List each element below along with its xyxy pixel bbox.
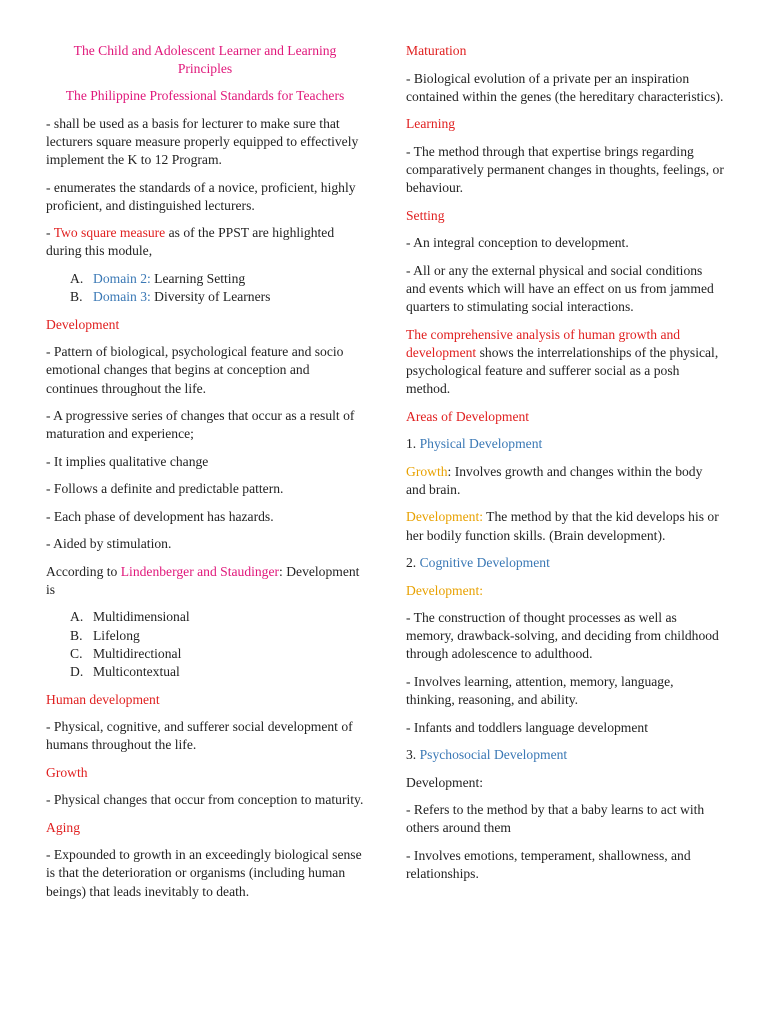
- cognitive-development-label: Development:: [406, 582, 484, 598]
- paragraph-text: Development is: [46, 563, 360, 597]
- psychosocial-development-label: Development:: [406, 774, 484, 790]
- domain-label: Domain 2:: [93, 270, 151, 286]
- list-marker: C.: [70, 645, 83, 661]
- document-title: The Child and Adolescent Learner and Learning Principles: [73, 43, 337, 77]
- list-marker: D.: [70, 664, 84, 680]
- development-label: Development:: [406, 509, 484, 525]
- domain-text: Diversity of Learners: [150, 289, 271, 305]
- development-list: [46, 608, 364, 681]
- human-development-paragraph: - Physical, cognitive, and sufferer social development of humans throughout the life.: [46, 719, 353, 753]
- heading-areas: Areas of Development: [406, 408, 530, 424]
- area-number: 2.: [406, 555, 420, 571]
- domain-text: Learning Setting: [150, 270, 246, 286]
- comprehensive-paragraph: [406, 326, 724, 399]
- growth-paragraph: - Physical changes that occur from conception to maturity.: [46, 792, 364, 808]
- heading-setting: Setting: [406, 207, 445, 223]
- list-item: [46, 270, 364, 288]
- list-marker: B.: [70, 627, 83, 643]
- setting-paragraph-2: - All or any the external physical and social conditions and events which will have an effect on us from jammed quarters to stimulating social interactions.: [406, 262, 714, 315]
- psychosocial-paragraph-2: - Involves emotions, temperament, shallowness, and relationships.: [406, 847, 691, 882]
- paragraph-text: : Involves growth and changes within the body and brain.: [406, 463, 703, 497]
- author-names: Lindenberger and Staudinger: [120, 563, 280, 579]
- cognitive-paragraph-2: - Involves learning, attention, memory, language, thinking, reasoning, and ability.: [406, 673, 674, 708]
- colon-text: :: [279, 563, 283, 579]
- list-text: Lifelong: [93, 627, 140, 643]
- paragraph-text: shows the interrelationships of the physical, psychological feature and sufferer social as a posh method.: [406, 344, 719, 397]
- heading-human-development: Human development: [46, 691, 160, 707]
- paragraph-text: The method by that the kid develops his or her bodily function skills. (Brain development).: [406, 509, 719, 543]
- growth-label: Growth: [406, 463, 448, 479]
- paragraph-text: According to: [46, 563, 121, 579]
- development-paragraph-6: - Aided by stimulation.: [46, 536, 172, 552]
- area-label: Psychosocial Development: [419, 747, 568, 763]
- list-item: [46, 627, 364, 645]
- list-text: Multidirectional: [93, 645, 182, 661]
- physical-development-paragraph: [406, 508, 724, 544]
- area-psychosocial-heading: [406, 746, 724, 764]
- list-item: [46, 608, 364, 626]
- heading-learning: Learning: [406, 116, 456, 132]
- area-number: 3.: [406, 747, 420, 763]
- maturation-paragraph: - Biological evolution of a private per an inspiration contained within the genes (the hereditary characteristics).: [406, 70, 724, 104]
- development-paragraph-2: - A progressive series of changes that occur as a result of maturation and experience;: [46, 408, 355, 442]
- heading-maturation: Maturation: [406, 43, 467, 58]
- development-paragraph-1: - Pattern of biological, psychological feature and socio emotional changes that begins at conception and continues throughout the life.: [46, 344, 344, 396]
- domain-label: Domain 3:: [93, 289, 151, 305]
- highlight-text: The comprehensive analysis of human growth and development: [406, 326, 681, 360]
- development-paragraph-5: - Each phase of development has hazards.: [46, 508, 274, 524]
- aging-paragraph: - Expounded to growth in an exceedingly biological sense is that the deterioration or organisms (including human beings) that leads inevitably to death.: [46, 847, 362, 899]
- development-paragraph-3: - It implies qualitative change: [46, 453, 209, 469]
- psychosocial-paragraph-1: - Refers to the method by that a baby learns to act with others around them: [406, 802, 705, 836]
- dash-text: -: [46, 225, 54, 241]
- ppst-paragraph-2: - enumerates the standards of a novice, proficient, highly proficient, and distinguished lecturers.: [46, 179, 356, 213]
- list-marker: B.: [70, 289, 83, 305]
- according-paragraph: [46, 563, 364, 599]
- cognitive-paragraph-1: - The construction of thought processes as well as memory, drawback-solving, and deciding from childhood through adolescence to adulthood.: [406, 610, 719, 662]
- document-subtitle: The Philippine Professional Standards for Teachers: [65, 88, 345, 104]
- area-physical-heading: [406, 435, 724, 453]
- highlight-text: Two square measure: [53, 225, 166, 241]
- learning-paragraph: - The method through that expertise brings regarding comparatively permanent changes in thoughts, feelings, or behaviour.: [406, 143, 724, 196]
- area-label: Cognitive Development: [419, 555, 550, 571]
- list-text: Multicontextual: [93, 664, 180, 680]
- list-item: [46, 663, 364, 681]
- area-cognitive-heading: [406, 554, 724, 572]
- paragraph-text: as of the PPST are highlighted during this module,: [46, 225, 335, 259]
- list-marker: A.: [70, 609, 84, 625]
- list-text: Multidimensional: [93, 609, 190, 625]
- area-number: 1.: [406, 436, 420, 452]
- list-item: [46, 288, 364, 306]
- ppst-paragraph-1: - shall be used as a basis for lecturer to make sure that lecturers square measure properly equipped to effectively implement the K to 12 Program.: [46, 115, 359, 168]
- right-column: [406, 42, 724, 893]
- heading-development: Development: [46, 316, 120, 332]
- setting-paragraph-1: - An integral conception to development.: [406, 235, 629, 251]
- heading-growth: Growth: [46, 764, 88, 780]
- area-label: Physical Development: [419, 436, 543, 452]
- cognitive-paragraph-3: - Infants and toddlers language development: [406, 719, 648, 735]
- ppst-paragraph-3: [46, 224, 364, 260]
- development-paragraph-4: - Follows a definite and predictable pattern.: [46, 481, 284, 497]
- physical-growth-paragraph: [406, 463, 724, 499]
- list-item: [46, 645, 364, 663]
- domain-list: [46, 270, 364, 306]
- list-marker: A.: [70, 270, 84, 286]
- heading-aging: Aging: [46, 819, 80, 835]
- left-column: [46, 42, 364, 910]
